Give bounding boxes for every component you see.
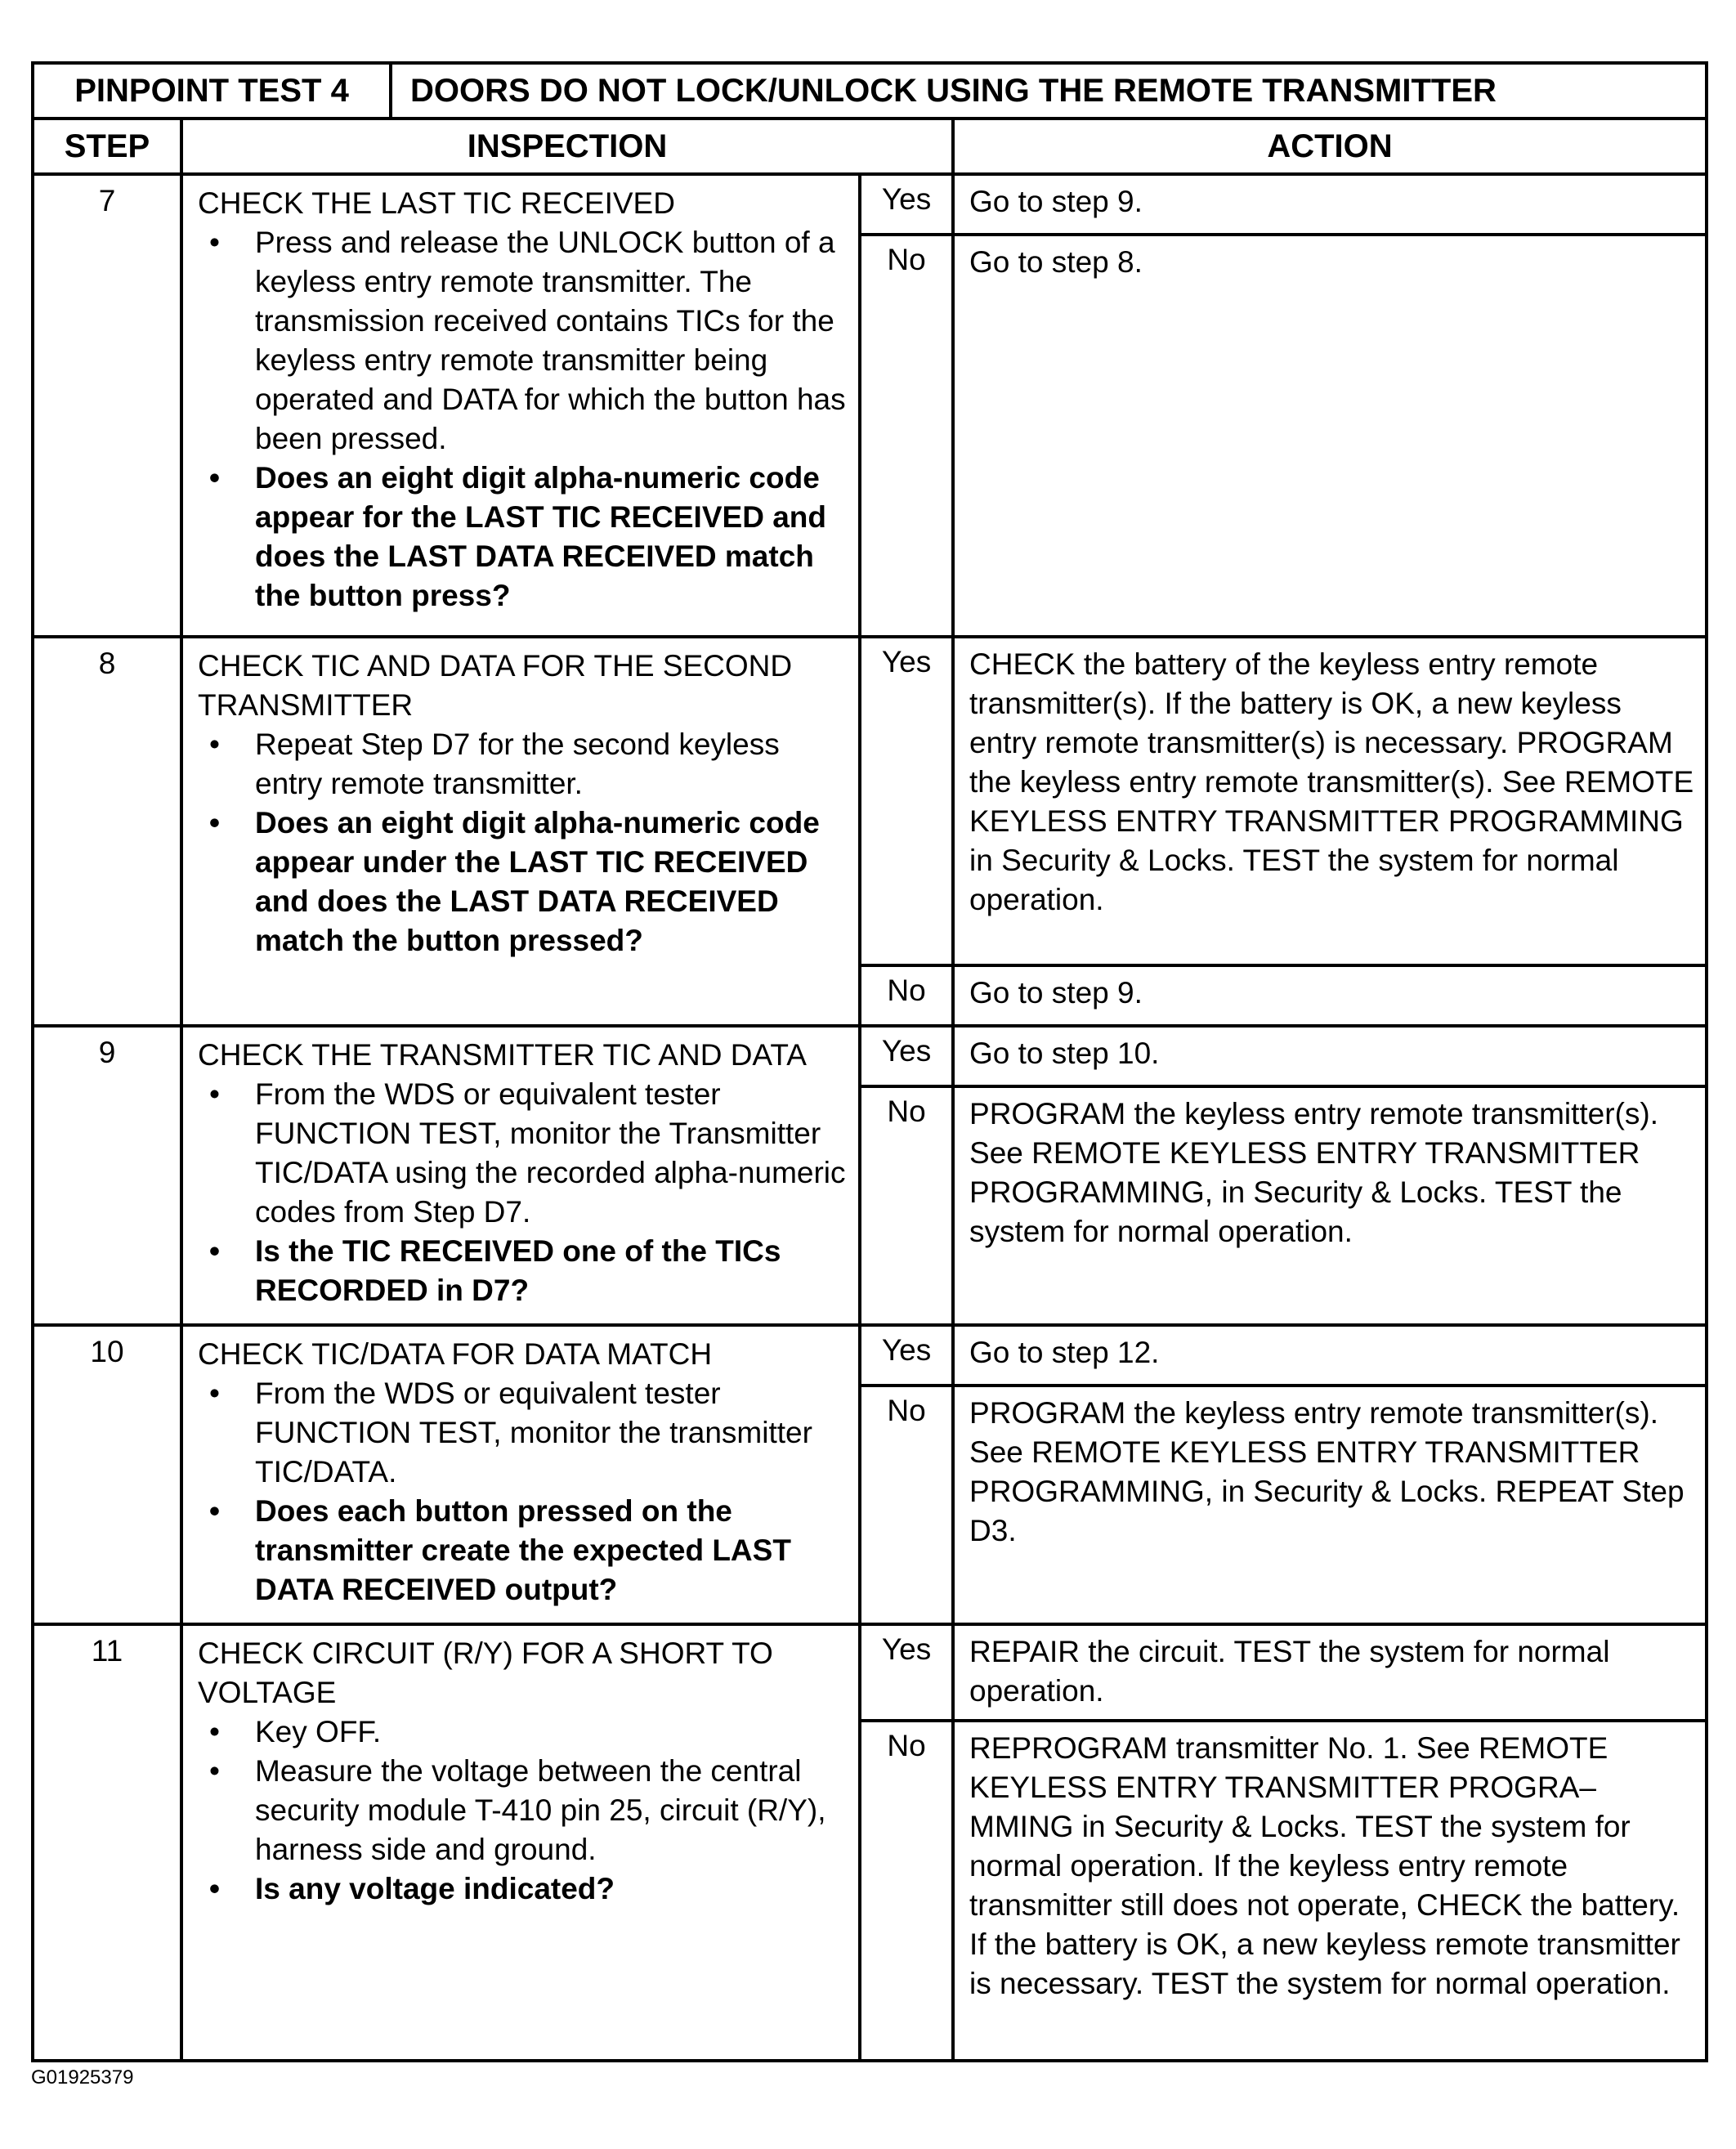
no-label: No xyxy=(860,965,953,1026)
inspection-bullet xyxy=(198,223,848,459)
inspection-question xyxy=(198,1492,848,1610)
step-number: 7 xyxy=(33,174,181,637)
no-label: No xyxy=(860,1721,953,2061)
no-action: Go to step 9. xyxy=(953,965,1707,1026)
no-action: Go to step 8. xyxy=(953,235,1707,637)
bullet-icon: • xyxy=(209,461,220,495)
pinpoint-test-table xyxy=(31,61,1708,2062)
yes-action: Go to step 12. xyxy=(953,1325,1707,1386)
column-header-row xyxy=(33,119,1707,174)
bullet-text: From the WDS or equivalent tester FUNCTION TEST, monitor the transmitter TIC/DATA. xyxy=(255,1377,812,1489)
step-11-yes-row xyxy=(33,1624,1707,1721)
action-column-header: ACTION xyxy=(953,119,1707,174)
no-action: PROGRAM the keyless entry remote transmitter(s). See REMOTE KEYLESS ENTRY TRANSMITTER PROGRAMMING, in Security & Locks. REPEAT Step D3. xyxy=(953,1386,1707,1624)
bullet-text: Press and release the UNLOCK button of a keyless entry remote transmitter. The transmission received contains TICs for the keyless entry remote transmitter being operated and DATA for which the button has been pressed. xyxy=(255,226,846,455)
step-column-header: STEP xyxy=(33,119,181,174)
bullet-text: Does an eight digit alpha-numeric code appear for the LAST TIC RECEIVED and does the LAST DATA RECEIVED match the button press? xyxy=(255,461,826,612)
inspection-cell xyxy=(181,1624,860,2061)
yes-label: Yes xyxy=(860,1026,953,1086)
bullet-icon: • xyxy=(209,806,220,839)
step-number: 8 xyxy=(33,637,181,1026)
no-label: No xyxy=(860,235,953,637)
inspection-bullet xyxy=(198,725,848,804)
step-9-yes-row xyxy=(33,1026,1707,1086)
bullet-text: Key OFF. xyxy=(255,1715,382,1748)
title-row xyxy=(33,63,1707,119)
yes-label: Yes xyxy=(860,1325,953,1386)
no-label: No xyxy=(860,1386,953,1624)
inspection-heading: CHECK THE TRANSMITTER TIC AND DATA xyxy=(198,1038,807,1072)
inspection-bullet xyxy=(198,1752,848,1869)
inspection-bullet xyxy=(198,1374,848,1492)
bullet-icon: • xyxy=(209,1754,220,1788)
test-number: PINPOINT TEST 4 xyxy=(33,63,391,119)
yes-label: Yes xyxy=(860,637,953,965)
step-number: 10 xyxy=(33,1325,181,1624)
inspection-question xyxy=(198,459,848,616)
yes-action: CHECK the battery of the keyless entry remote transmitter(s). If the battery is OK, a new keyless entry remote transmitter(s) is necessary. PROGRAM the keyless entry remote transmitter(s). See REMOTE KEYLESS ENTRY TRANSMITTER PROGRAMMING in Security & Locks. TEST the system for normal operation. xyxy=(953,637,1707,965)
inspection-bullet xyxy=(198,1075,848,1232)
yes-action: REPAIR the circuit. TEST the system for normal operation. xyxy=(953,1624,1707,1721)
bullet-icon: • xyxy=(209,1715,220,1748)
bullet-icon: • xyxy=(209,1077,220,1111)
test-title: DOORS DO NOT LOCK/UNLOCK USING THE REMOTE TRANSMITTER xyxy=(391,63,1707,119)
figure-id: G01925379 xyxy=(31,2066,134,2089)
inspection-question xyxy=(198,1869,848,1909)
bullet-icon: • xyxy=(209,728,220,761)
inspection-heading: CHECK THE LAST TIC RECEIVED xyxy=(198,186,675,220)
bullet-icon: • xyxy=(209,1377,220,1410)
yes-action: Go to step 10. xyxy=(953,1026,1707,1086)
pinpoint-test-document xyxy=(31,61,1705,2062)
no-label: No xyxy=(860,1086,953,1325)
step-number: 11 xyxy=(33,1624,181,2061)
bullet-text: Does each button pressed on the transmitter create the expected LAST DATA RECEIVED output? xyxy=(255,1494,791,1606)
bullet-icon: • xyxy=(209,226,220,259)
inspection-column-header: INSPECTION xyxy=(181,119,953,174)
yes-action: Go to step 9. xyxy=(953,174,1707,235)
bullet-text: From the WDS or equivalent tester FUNCTION TEST, monitor the Transmitter TIC/DATA using the recorded alpha-numeric codes from Step D7. xyxy=(255,1077,846,1229)
inspection-cell xyxy=(181,637,860,1026)
inspection-heading: CHECK TIC/DATA FOR DATA MATCH xyxy=(198,1337,713,1371)
bullet-text: Measure the voltage between the central security module T-410 pin 25, circuit (R/Y), harness side and ground. xyxy=(255,1754,826,1866)
bullet-icon: • xyxy=(209,1494,220,1528)
step-10-yes-row xyxy=(33,1325,1707,1386)
step-7-yes-row xyxy=(33,174,1707,235)
step-8-yes-row xyxy=(33,637,1707,965)
yes-label: Yes xyxy=(860,1624,953,1721)
inspection-heading: CHECK TIC AND DATA FOR THE SECOND TRANSMITTER xyxy=(198,649,793,722)
inspection-bullet xyxy=(198,1712,848,1752)
inspection-question xyxy=(198,804,848,960)
no-action: REPROGRAM transmitter No. 1. See REMOTE KEYLESS ENTRY TRANSMITTER PROGRA– MMING in Security & Locks. TEST the system for normal operation. If the keyless entry remote transmitter still does not operate, CHECK the battery. If the battery is OK, a new keyless remote transmitter is necessary. TEST the system for normal operation. xyxy=(953,1721,1707,2061)
inspection-heading: CHECK CIRCUIT (R/Y) FOR A SHORT TO VOLTAGE xyxy=(198,1636,773,1709)
bullet-icon: • xyxy=(209,1872,220,1905)
no-action: PROGRAM the keyless entry remote transmitter(s). See REMOTE KEYLESS ENTRY TRANSMITTER PROGRAMMING, in Security & Locks. TEST the system for normal operation. xyxy=(953,1086,1707,1325)
bullet-icon: • xyxy=(209,1234,220,1268)
yes-label: Yes xyxy=(860,174,953,235)
step-number: 9 xyxy=(33,1026,181,1325)
inspection-question xyxy=(198,1232,848,1310)
inspection-cell xyxy=(181,1325,860,1624)
bullet-text: Does an eight digit alpha-numeric code appear under the LAST TIC RECEIVED and does the LAST DATA RECEIVED match the button pressed? xyxy=(255,806,820,957)
inspection-cell xyxy=(181,174,860,637)
inspection-cell xyxy=(181,1026,860,1325)
bullet-text: Is the TIC RECEIVED one of the TICs RECORDED in D7? xyxy=(255,1234,781,1307)
bullet-text: Repeat Step D7 for the second keyless entry remote transmitter. xyxy=(255,728,780,800)
bullet-text: Is any voltage indicated? xyxy=(255,1872,615,1905)
